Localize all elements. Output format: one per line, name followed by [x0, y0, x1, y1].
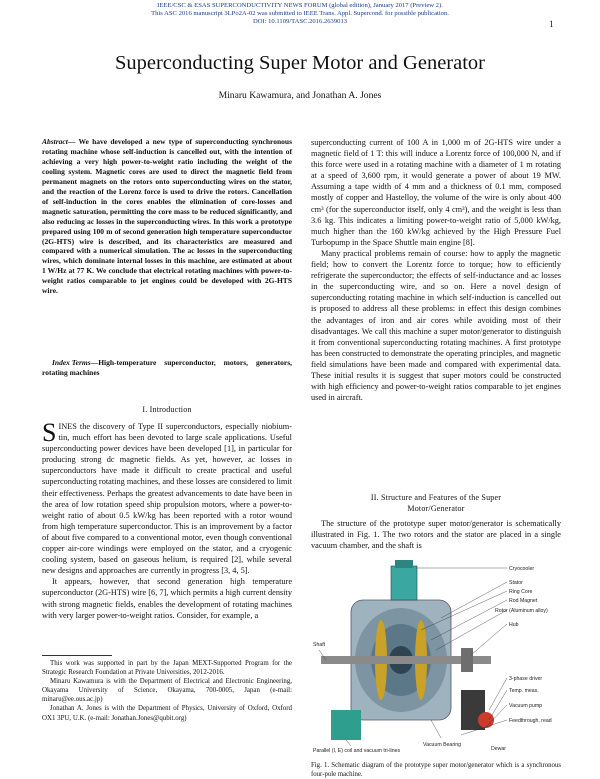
structure-paragraph-1: The structure of the prototype super motor/generator is schematically illustrated in Fig. 1. The two rotors and the stator are placed in a single vacuum chamber, and the shaft is: [311, 519, 561, 551]
index-terms: [42, 358, 292, 378]
section-heading-structure: II. Structure and Features of the Super Motor/Generator: [370, 493, 502, 513]
intro-paragraph-3: superconducting current of 100 A in 1,000 m of 2G-HTS wire under a magnetic field of 1 T: this will induce a Lorentz force of 100,000 N, and if this force were used in a rotating machine with a diameter of 1 m rotating at a speed of 3,600 rpm, it would generate a power of about 19 MW. Assuming a tape width of 4 mm and a thickness of 0.1 mm, composed mostly of copper and Hastelloy, the volume of the wire is only about 400 cm³ (for the superconductor itself, only 4 cm³), and the weight is less than 3.6 kg. This indicates a limiting power-to-weight ratio of 5,000 kW/kg, much higher than the 160 kW/kg achieved by the High Pressure Fuel Turbopump in the Space Shuttle main engine [8].: [311, 138, 561, 247]
label-ac-source: Parallel (I, E) coil and vacuum tri-lines: [313, 748, 401, 754]
authors: Minaru Kawamura, and Jonathan A. Jones: [218, 90, 382, 101]
label-rod-magnet: Rod Magnet: [509, 598, 538, 604]
footnote-author-2: Jonathan A. Jones is with the Department of Physics, University of Oxford, Oxford OX1 3PU, U.K. (e-mail: Jonathan.Jones@qubit.org): [42, 705, 292, 722]
figure-1-caption: [311, 762, 561, 779]
index-terms-text: —High-temperature superconductor, motors, generators, rotating machines: [42, 358, 292, 377]
header-line-2: This ASC 2016 manuscript 3LPo2A-02 was submitted to IEEE Trans. Appl. Supercond. for possible publication.: [151, 10, 449, 17]
label-temp-meas: Temp. meas.: [509, 688, 539, 694]
footnote-author-1: Minaru Kawamura is with the Department of Electrical and Electronic Engineering, Okayama University of Science, Okayama, 700-0005, Japan (e-mail: minaru@ee.ous.ac.jp): [42, 678, 292, 704]
page-number: 1: [549, 19, 554, 29]
index-terms-label: Index Terms: [52, 358, 91, 367]
label-hub: Hub: [509, 622, 519, 628]
label-ring-core: Ring Core: [509, 589, 533, 595]
drop-cap: S: [42, 418, 57, 447]
label-vacuum-pump: Vacuum pump: [509, 703, 543, 709]
footnote-funding: This work was supported in part by the Japan MEXT-Supported Program for the Strategic Research Foundation at Private Universities, 2012-2016.: [42, 660, 292, 677]
paper-title: Superconducting Super Motor and Generator: [114, 52, 486, 74]
header-line-3: DOI: 10.1109/TASC.2016.2639013: [252, 18, 348, 25]
structure-column: [311, 518, 561, 551]
label-shaft: Shaft: [313, 642, 326, 648]
footnote-rule: [42, 655, 112, 656]
label-cryocooler: Cryocooler: [509, 566, 535, 572]
section-heading-introduction: I. Introduction: [142, 405, 192, 414]
label-dewar: Dewar: [491, 746, 506, 752]
intro-paragraph-2: It appears, however, that second generation high temperature superconductor (2G-HTS) wire [6, 7], which permits a high current density with strong magnetic fields, enables the development of rotating machines with very larger power-to-weight ratios. Consider, for example, a: [42, 577, 292, 620]
label-3-phase-driver: 3-phase driver: [509, 676, 543, 682]
right-column: [311, 137, 561, 403]
figure-1-schematic: [311, 560, 561, 755]
abstract-label: Abstract—: [42, 137, 76, 146]
label-rotor: Rotor (Aluminum alloy): [495, 608, 548, 614]
abstract: [42, 137, 292, 296]
label-feedthrough: Feedthrough, read: [509, 718, 552, 724]
journal-header: [60, 2, 540, 26]
abstract-text: We have developed a new type of superconducting synchronous rotating machine whose self-induction is cancelled out, with the intention of achieving a very high power-to-weight ratio including the weight of the cooling system. Magnetic cores are used to direct the magnetic field from permanent magnets on the rotors onto superconducting wires on the stator, and the reaction of the Lorenz force is used to drive the rotors. Cancellation of self-induction in the cores enables the elimination of core-losses and magnetic saturation, permitting the core mass to be reduced significantly, and also reducing ac losses in the superconducting wires. In this work a prototype prepared using 100 m of second generation high temperature superconductor (2G-HTS) wire is described, and its characteristics are measured and compared with a numerical simulation. The ac losses in the superconducting wires, which dominate internal losses in this machine, are estimated at about 1 W/Hz at 77 K. We conclude that electrical rotating machines with power-to-weight ratios comparable to jet engines could be developed with 2G-HTS wire.: [42, 137, 292, 296]
intro-paragraph-4: Many practical problems remain of course: how to apply the magnetic field; how to convert the Lorentz force to torque; how to efficiently refrigerate the superconductor; the effects of self-inductance and ac losses in the superconducting wire, and so on. Here a novel design of superconducting rotating machine in which self-induction is cancelled out is proposed to address all these problems: in effect this design combines the advantages of iron and air cores while avoiding most of their disadvantages. We call this machine a super motor/generator to distinguish it from conventional superconducting rotating machines. A first prototype has been constructed to demonstrate the operating principles, and magnetic field simulations have been made and compared with experimental data. These initial results it is suggest that super motors could be constructed with high efficiency and power-to-weight ratios comparable to jet engines used in aircraft.: [311, 248, 561, 403]
intro-paragraph-1: SINES the discovery of Type II superconductors, especially niobium-tin, much effort has been devoted to large scale applications. Useful superconducting power devices have been developed [1], in particular for producing strong dc magnetic fields. As yet, however, ac losses in superconductors have made it difficult to create practical and useful superconducting rotating machines, and these losses are considered to limit their effectiveness. Perhaps the greatest advancements to date have been in the area of low rotation speed ship propulsion motors, where a power-to-weight ratio of about 0.5 kW/kg has been reported with a rotor wound from high temperature superconductor. This is an improvement by a factor of about five compared to a conventional motor, even though conventional copper air-core windings were employed on the stator, and a cryogenic cooling system, based on gaseous helium, is required [2], while several new designs and approaches are currently in progress [3, 4, 5].: [42, 418, 292, 576]
intro-column-left: [42, 418, 292, 621]
header-line-1: IEEE/CSC & ESAS SUPERCONDUCTIVITY NEWS FORUM (global edition), January 2017 (Preview 2).: [157, 2, 443, 9]
label-vacuum-bearing: Vacuum Bearing: [423, 742, 461, 748]
label-stator: Stator: [509, 580, 523, 586]
caption-text: Schematic diagram of the prototype super motor/generator which is a synchronous four-pole machine.: [311, 762, 561, 778]
caption-label: Fig. 1.: [311, 762, 330, 769]
footnotes: [42, 659, 292, 723]
cryocooler: [391, 560, 417, 600]
